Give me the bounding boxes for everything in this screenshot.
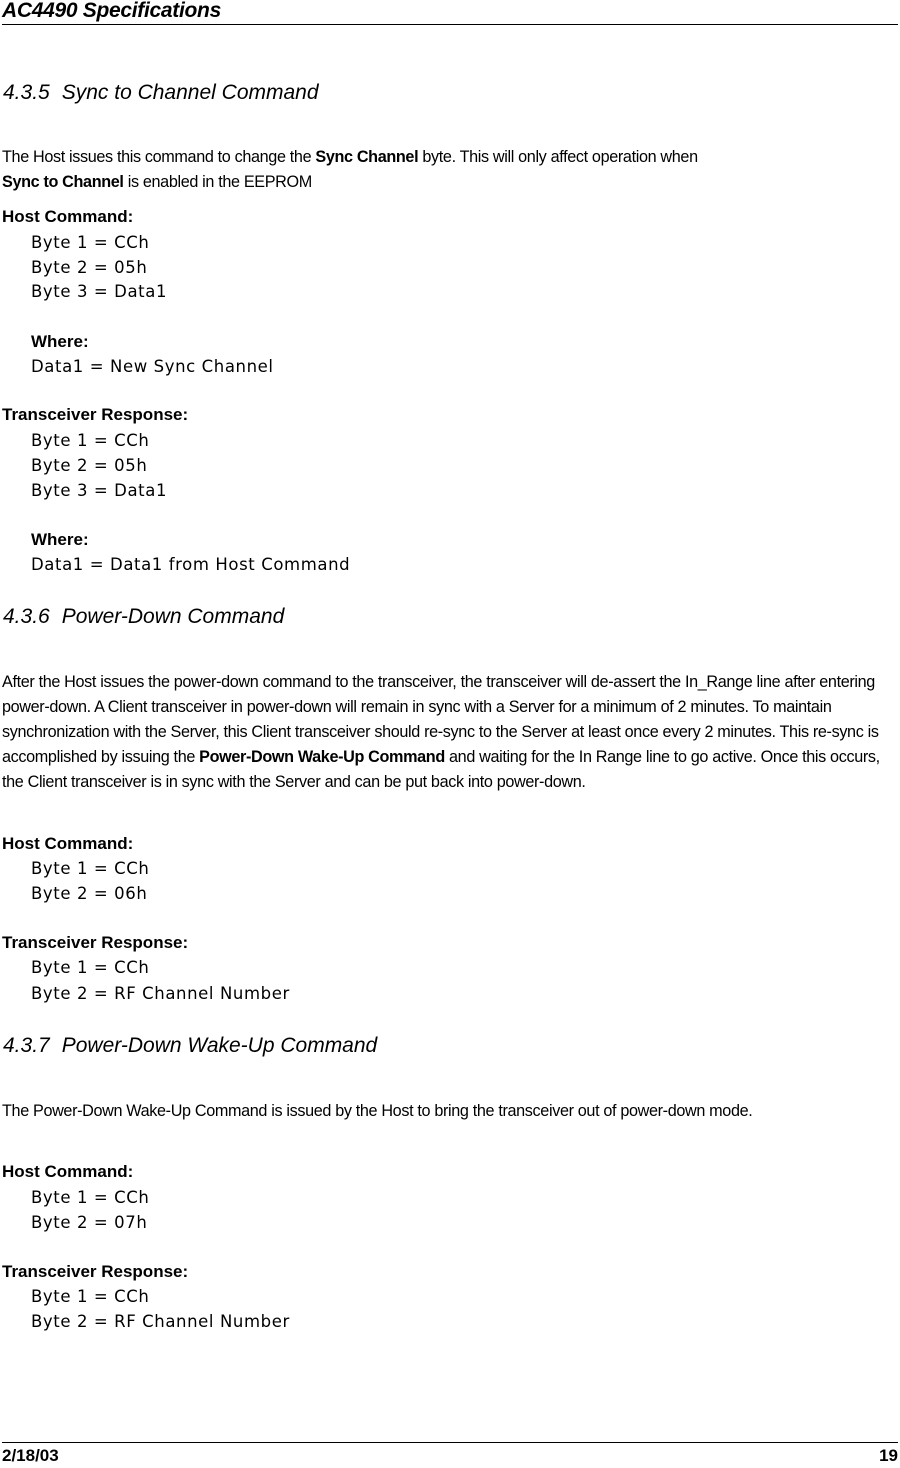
command-byte: Byte 1 = CCh [31, 233, 150, 252]
running-footer [2, 1442, 898, 1467]
response-byte: Byte 2 = RF Channel Number [31, 1312, 290, 1331]
footer-date: 2/18/03 [2, 1446, 59, 1465]
description-bold-term: Sync Channel [315, 148, 419, 166]
page-number: 19 [879, 1446, 898, 1465]
transceiver-response-label: Transceiver Response: [2, 933, 189, 952]
description-bold-term: Power-Down Wake-Up Command [199, 748, 445, 766]
response-byte: Byte 1 = CCh [31, 958, 150, 977]
section-heading-4-3-6 [3, 604, 284, 630]
host-command-label: Host Command: [2, 834, 134, 853]
where-label: Where: [31, 332, 89, 351]
response-byte: Byte 2 = RF Channel Number [31, 984, 290, 1003]
command-byte: Byte 2 = 05h [31, 258, 148, 277]
response-byte: Byte 2 = 05h [31, 456, 148, 475]
description-text: is enabled in the EEPROM [123, 173, 312, 191]
description-text: byte. This will only affect operation when [418, 148, 698, 166]
section-title: Power-Down Wake-Up Command [61, 1034, 378, 1057]
section-description [2, 670, 897, 795]
response-byte: Byte 1 = CCh [31, 1287, 150, 1306]
command-byte: Byte 1 = CCh [31, 1188, 150, 1207]
where-definition: Data1 = Data1 from Host Command [31, 555, 351, 574]
transceiver-response-label: Transceiver Response: [2, 1262, 189, 1281]
description-text: and waiting for the In Range line to go active. Once this occurs, the Client transceiver is in sync with the Server and can be put back into power-down. [2, 748, 880, 791]
section-number: 4.3.6 [3, 605, 50, 628]
description-text: After the Host issues the power-down command to the transceiver, the transceiver will de-assert the In_Range line after entering power-down. A Client transceiver in power-down will remain in sync with a Server for a minimum of 2 minutes. To maintain synchronization with the Server, this Client transceiver should re-sync to the Server at least once every 2 minutes. This re-sync is accomplished by issuing the [2, 673, 879, 766]
section-heading-4-3-5 [3, 80, 319, 106]
description-text: The Host issues this command to change the [2, 148, 316, 166]
section-title: Sync to Channel Command [61, 81, 319, 104]
command-byte: Byte 2 = 07h [31, 1213, 148, 1232]
where-definition: Data1 = New Sync Channel [31, 357, 274, 376]
section-heading-4-3-7 [3, 1033, 377, 1059]
command-byte: Byte 2 = 06h [31, 884, 148, 903]
description-bold-term: Sync to Channel [2, 173, 124, 191]
transceiver-response-label: Transceiver Response: [2, 405, 189, 424]
command-byte: Byte 3 = Data1 [31, 282, 168, 301]
where-label: Where: [31, 530, 89, 549]
section-description [2, 145, 897, 195]
section-description: The Power-Down Wake-Up Command is issued by the Host to bring the transceiver out of power-down mode. [2, 1102, 753, 1120]
document-title: AC4490 Specifications [2, 0, 221, 22]
response-byte: Byte 1 = CCh [31, 431, 150, 450]
host-command-label: Host Command: [2, 207, 134, 226]
section-title: Power-Down Command [61, 605, 285, 628]
section-number: 4.3.5 [3, 81, 50, 104]
command-byte: Byte 1 = CCh [31, 859, 150, 878]
host-command-label: Host Command: [2, 1162, 134, 1181]
running-header [2, 0, 898, 25]
section-number: 4.3.7 [3, 1034, 50, 1057]
response-byte: Byte 3 = Data1 [31, 481, 168, 500]
